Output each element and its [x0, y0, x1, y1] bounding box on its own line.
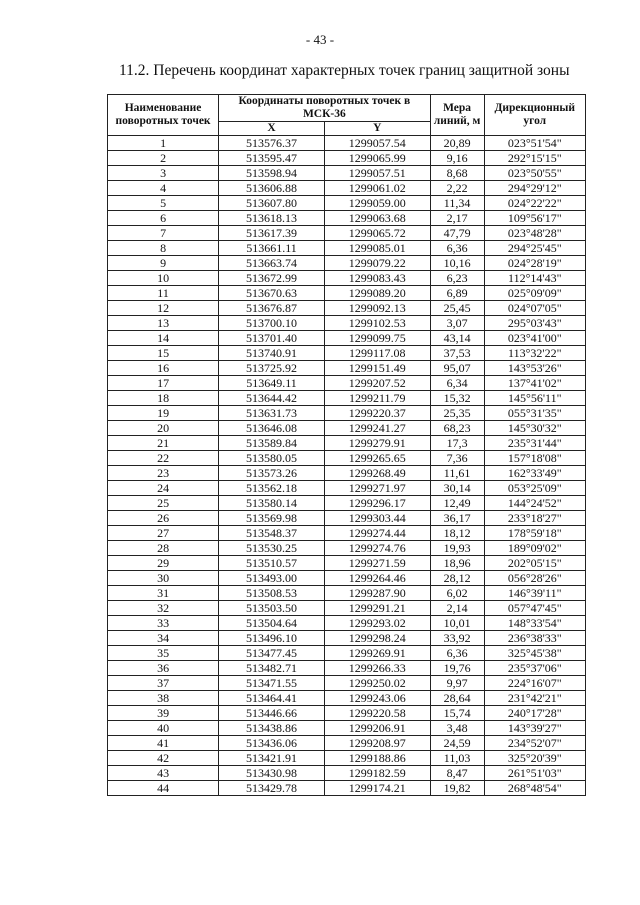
cell-y: 1299265.65	[324, 451, 430, 466]
cell-y: 1299220.37	[324, 406, 430, 421]
cell-y: 1299092.13	[324, 301, 430, 316]
cell-point-number: 41	[108, 736, 219, 751]
cell-x: 513598.94	[219, 166, 325, 181]
cell-direction-angle: 112°14'43"	[484, 271, 585, 286]
cell-direction-angle: 294°25'45"	[484, 241, 585, 256]
table-row	[108, 301, 586, 316]
cell-x: 513562.18	[219, 481, 325, 496]
table-row	[108, 676, 586, 691]
cell-point-number: 18	[108, 391, 219, 406]
cell-x: 513663.74	[219, 256, 325, 271]
cell-point-number: 23	[108, 466, 219, 481]
cell-point-number: 27	[108, 526, 219, 541]
cell-line-length: 28,12	[430, 571, 484, 586]
cell-direction-angle: 236°38'33"	[484, 631, 585, 646]
cell-point-number: 43	[108, 766, 219, 781]
table-row	[108, 646, 586, 661]
cell-line-length: 19,76	[430, 661, 484, 676]
cell-point-number: 20	[108, 421, 219, 436]
cell-point-number: 17	[108, 376, 219, 391]
cell-y: 1299182.59	[324, 766, 430, 781]
table-row	[108, 331, 586, 346]
cell-x: 513477.45	[219, 646, 325, 661]
cell-point-number: 35	[108, 646, 219, 661]
cell-x: 513700.10	[219, 316, 325, 331]
cell-point-number: 34	[108, 631, 219, 646]
cell-point-number: 6	[108, 211, 219, 226]
cell-direction-angle: 057°47'45"	[484, 601, 585, 616]
cell-direction-angle: 292°15'15"	[484, 151, 585, 166]
cell-direction-angle: 162°33'49"	[484, 466, 585, 481]
cell-line-length: 15,32	[430, 391, 484, 406]
cell-point-number: 39	[108, 706, 219, 721]
cell-line-length: 6,34	[430, 376, 484, 391]
cell-line-length: 6,02	[430, 586, 484, 601]
cell-x: 513617.39	[219, 226, 325, 241]
cell-x: 513580.14	[219, 496, 325, 511]
cell-direction-angle: 055°31'35"	[484, 406, 585, 421]
cell-y: 1299059.00	[324, 196, 430, 211]
table-row	[108, 736, 586, 751]
cell-direction-angle: 234°52'07"	[484, 736, 585, 751]
cell-direction-angle: 137°41'02"	[484, 376, 585, 391]
table-row	[108, 571, 586, 586]
cell-direction-angle: 146°39'11"	[484, 586, 585, 601]
cell-point-number: 10	[108, 271, 219, 286]
cell-y: 1299174.21	[324, 781, 430, 796]
cell-y: 1299243.06	[324, 691, 430, 706]
cell-direction-angle: 224°16'07"	[484, 676, 585, 691]
header-line-length: Мера линий, м	[430, 95, 484, 136]
cell-y: 1299266.33	[324, 661, 430, 676]
cell-y: 1299085.01	[324, 241, 430, 256]
cell-line-length: 9,16	[430, 151, 484, 166]
cell-line-length: 25,35	[430, 406, 484, 421]
cell-y: 1299298.24	[324, 631, 430, 646]
cell-y: 1299293.02	[324, 616, 430, 631]
cell-point-number: 37	[108, 676, 219, 691]
cell-line-length: 11,03	[430, 751, 484, 766]
table-row	[108, 616, 586, 631]
table-row	[108, 286, 586, 301]
cell-line-length: 24,59	[430, 736, 484, 751]
cell-x: 513606.88	[219, 181, 325, 196]
cell-direction-angle: 143°53'26"	[484, 361, 585, 376]
cell-line-length: 10,16	[430, 256, 484, 271]
cell-x: 513589.84	[219, 436, 325, 451]
cell-point-number: 12	[108, 301, 219, 316]
cell-point-number: 44	[108, 781, 219, 796]
cell-line-length: 7,36	[430, 451, 484, 466]
cell-x: 513631.73	[219, 406, 325, 421]
table-row	[108, 466, 586, 481]
cell-point-number: 40	[108, 721, 219, 736]
cell-direction-angle: 189°09'02"	[484, 541, 585, 556]
table-row	[108, 721, 586, 736]
table-row	[108, 346, 586, 361]
cell-point-number: 7	[108, 226, 219, 241]
table-row	[108, 556, 586, 571]
cell-y: 1299117.08	[324, 346, 430, 361]
cell-direction-angle: 268°48'54"	[484, 781, 585, 796]
cell-line-length: 19,93	[430, 541, 484, 556]
cell-direction-angle: 024°22'22"	[484, 196, 585, 211]
cell-point-number: 5	[108, 196, 219, 211]
cell-x: 513496.10	[219, 631, 325, 646]
cell-direction-angle: 056°28'26"	[484, 571, 585, 586]
cell-x: 513482.71	[219, 661, 325, 676]
cell-point-number: 9	[108, 256, 219, 271]
cell-direction-angle: 295°03'43"	[484, 316, 585, 331]
cell-direction-angle: 231°42'21"	[484, 691, 585, 706]
cell-point-number: 31	[108, 586, 219, 601]
cell-x: 513646.08	[219, 421, 325, 436]
cell-y: 1299061.02	[324, 181, 430, 196]
cell-direction-angle: 024°28'19"	[484, 256, 585, 271]
table-row	[108, 361, 586, 376]
cell-x: 513569.98	[219, 511, 325, 526]
cell-line-length: 95,07	[430, 361, 484, 376]
cell-y: 1299279.91	[324, 436, 430, 451]
cell-y: 1299274.76	[324, 541, 430, 556]
table-row	[108, 631, 586, 646]
cell-line-length: 11,34	[430, 196, 484, 211]
cell-line-length: 20,89	[430, 136, 484, 151]
table-row	[108, 196, 586, 211]
cell-y: 1299099.75	[324, 331, 430, 346]
cell-direction-angle: 261°51'03"	[484, 766, 585, 781]
table-body	[108, 136, 586, 796]
cell-line-length: 11,61	[430, 466, 484, 481]
cell-line-length: 2,17	[430, 211, 484, 226]
cell-line-length: 17,3	[430, 436, 484, 451]
cell-line-length: 15,74	[430, 706, 484, 721]
cell-point-number: 38	[108, 691, 219, 706]
cell-x: 513421.91	[219, 751, 325, 766]
cell-y: 1299079.22	[324, 256, 430, 271]
table-row	[108, 226, 586, 241]
cell-point-number: 36	[108, 661, 219, 676]
cell-line-length: 33,92	[430, 631, 484, 646]
cell-direction-angle: 023°48'28"	[484, 226, 585, 241]
cell-point-number: 2	[108, 151, 219, 166]
table-row	[108, 166, 586, 181]
cell-x: 513530.25	[219, 541, 325, 556]
cell-direction-angle: 025°09'09"	[484, 286, 585, 301]
cell-direction-angle: 178°59'18"	[484, 526, 585, 541]
cell-line-length: 9,97	[430, 676, 484, 691]
cell-direction-angle: 145°56'11"	[484, 391, 585, 406]
cell-line-length: 8,47	[430, 766, 484, 781]
cell-y: 1299269.91	[324, 646, 430, 661]
cell-y: 1299264.46	[324, 571, 430, 586]
cell-point-number: 28	[108, 541, 219, 556]
table-row	[108, 481, 586, 496]
cell-line-length: 43,14	[430, 331, 484, 346]
cell-y: 1299274.44	[324, 526, 430, 541]
cell-x: 513701.40	[219, 331, 325, 346]
table-row	[108, 271, 586, 286]
cell-x: 513661.11	[219, 241, 325, 256]
table-row	[108, 136, 586, 151]
cell-x: 513576.37	[219, 136, 325, 151]
cell-x: 513508.53	[219, 586, 325, 601]
cell-direction-angle: 325°20'39"	[484, 751, 585, 766]
table-row	[108, 586, 586, 601]
cell-line-length: 68,23	[430, 421, 484, 436]
cell-x: 513471.55	[219, 676, 325, 691]
cell-line-length: 30,14	[430, 481, 484, 496]
cell-point-number: 29	[108, 556, 219, 571]
cell-direction-angle: 143°39'27"	[484, 721, 585, 736]
table-row	[108, 421, 586, 436]
cell-x: 513676.87	[219, 301, 325, 316]
cell-line-length: 2,14	[430, 601, 484, 616]
cell-direction-angle: 240°17'28"	[484, 706, 585, 721]
cell-x: 513429.78	[219, 781, 325, 796]
cell-direction-angle: 053°25'09"	[484, 481, 585, 496]
cell-direction-angle: 157°18'08"	[484, 451, 585, 466]
cell-y: 1299291.21	[324, 601, 430, 616]
cell-point-number: 22	[108, 451, 219, 466]
cell-line-length: 3,48	[430, 721, 484, 736]
cell-direction-angle: 235°31'44"	[484, 436, 585, 451]
cell-x: 513438.86	[219, 721, 325, 736]
cell-line-length: 8,68	[430, 166, 484, 181]
cell-x: 513548.37	[219, 526, 325, 541]
table-row	[108, 766, 586, 781]
cell-y: 1299208.97	[324, 736, 430, 751]
cell-x: 513618.13	[219, 211, 325, 226]
table-row	[108, 601, 586, 616]
table-row	[108, 661, 586, 676]
header-point-name: Наименование поворотных точек	[108, 95, 219, 136]
cell-point-number: 21	[108, 436, 219, 451]
table-row	[108, 541, 586, 556]
table-row	[108, 451, 586, 466]
table-row	[108, 256, 586, 271]
cell-point-number: 13	[108, 316, 219, 331]
cell-x: 513573.26	[219, 466, 325, 481]
cell-point-number: 14	[108, 331, 219, 346]
cell-y: 1299057.54	[324, 136, 430, 151]
cell-line-length: 36,17	[430, 511, 484, 526]
header-x: X	[219, 122, 325, 136]
cell-line-length: 6,36	[430, 241, 484, 256]
cell-point-number: 26	[108, 511, 219, 526]
cell-point-number: 1	[108, 136, 219, 151]
cell-x: 513670.63	[219, 286, 325, 301]
cell-direction-angle: 235°37'06"	[484, 661, 585, 676]
cell-y: 1299271.97	[324, 481, 430, 496]
cell-line-length: 6,36	[430, 646, 484, 661]
coordinates-table	[107, 94, 586, 796]
cell-y: 1299065.99	[324, 151, 430, 166]
cell-direction-angle: 023°50'55"	[484, 166, 585, 181]
table-row	[108, 391, 586, 406]
cell-line-length: 18,96	[430, 556, 484, 571]
cell-x: 513649.11	[219, 376, 325, 391]
cell-line-length: 2,22	[430, 181, 484, 196]
cell-point-number: 19	[108, 406, 219, 421]
table-row	[108, 751, 586, 766]
cell-point-number: 11	[108, 286, 219, 301]
cell-direction-angle: 144°24'52"	[484, 496, 585, 511]
table-row	[108, 526, 586, 541]
cell-direction-angle: 145°30'32"	[484, 421, 585, 436]
cell-x: 513430.98	[219, 766, 325, 781]
cell-x: 513740.91	[219, 346, 325, 361]
cell-direction-angle: 294°29'12"	[484, 181, 585, 196]
cell-point-number: 32	[108, 601, 219, 616]
cell-point-number: 33	[108, 616, 219, 631]
cell-direction-angle: 113°32'22"	[484, 346, 585, 361]
cell-line-length: 3,07	[430, 316, 484, 331]
cell-line-length: 6,23	[430, 271, 484, 286]
cell-y: 1299211.79	[324, 391, 430, 406]
cell-direction-angle: 233°18'27"	[484, 511, 585, 526]
cell-point-number: 24	[108, 481, 219, 496]
cell-point-number: 3	[108, 166, 219, 181]
cell-line-length: 18,12	[430, 526, 484, 541]
cell-y: 1299207.52	[324, 376, 430, 391]
cell-y: 1299287.90	[324, 586, 430, 601]
table-row	[108, 376, 586, 391]
cell-line-length: 10,01	[430, 616, 484, 631]
cell-line-length: 12,49	[430, 496, 484, 511]
cell-x: 513436.06	[219, 736, 325, 751]
cell-point-number: 4	[108, 181, 219, 196]
cell-x: 513446.66	[219, 706, 325, 721]
cell-point-number: 30	[108, 571, 219, 586]
header-direction-angle: Дирекционный угол	[484, 95, 585, 136]
cell-direction-angle: 023°51'54"	[484, 136, 585, 151]
cell-y: 1299206.91	[324, 721, 430, 736]
table-row	[108, 241, 586, 256]
cell-point-number: 8	[108, 241, 219, 256]
cell-y: 1299065.72	[324, 226, 430, 241]
cell-y: 1299063.68	[324, 211, 430, 226]
cell-line-length: 28,64	[430, 691, 484, 706]
table-row	[108, 151, 586, 166]
cell-direction-angle: 109°56'17"	[484, 211, 585, 226]
cell-line-length: 6,89	[430, 286, 484, 301]
cell-y: 1299271.59	[324, 556, 430, 571]
cell-y: 1299268.49	[324, 466, 430, 481]
cell-x: 513493.00	[219, 571, 325, 586]
table-row	[108, 181, 586, 196]
header-y: Y	[324, 122, 430, 136]
cell-y: 1299089.20	[324, 286, 430, 301]
cell-x: 513510.57	[219, 556, 325, 571]
table-row	[108, 496, 586, 511]
cell-x: 513580.05	[219, 451, 325, 466]
cell-point-number: 42	[108, 751, 219, 766]
cell-y: 1299188.86	[324, 751, 430, 766]
table-row	[108, 511, 586, 526]
table-header	[108, 95, 586, 136]
cell-y: 1299220.58	[324, 706, 430, 721]
cell-point-number: 25	[108, 496, 219, 511]
cell-y: 1299296.17	[324, 496, 430, 511]
cell-line-length: 37,53	[430, 346, 484, 361]
cell-x: 513672.99	[219, 271, 325, 286]
cell-y: 1299241.27	[324, 421, 430, 436]
cell-direction-angle: 325°45'38"	[484, 646, 585, 661]
cell-x: 513607.80	[219, 196, 325, 211]
table-row	[108, 316, 586, 331]
header-coordinates: Координаты поворотных точек в МСК-36	[219, 95, 430, 122]
cell-direction-angle: 148°33'54"	[484, 616, 585, 631]
cell-line-length: 25,45	[430, 301, 484, 316]
table-row	[108, 436, 586, 451]
cell-x: 513504.64	[219, 616, 325, 631]
cell-direction-angle: 024°07'05"	[484, 301, 585, 316]
cell-x: 513644.42	[219, 391, 325, 406]
cell-point-number: 16	[108, 361, 219, 376]
table-row	[108, 706, 586, 721]
cell-direction-angle: 023°41'00"	[484, 331, 585, 346]
cell-y: 1299057.51	[324, 166, 430, 181]
cell-x: 513464.41	[219, 691, 325, 706]
cell-x: 513503.50	[219, 601, 325, 616]
cell-line-length: 47,79	[430, 226, 484, 241]
cell-y: 1299151.49	[324, 361, 430, 376]
cell-x: 513595.47	[219, 151, 325, 166]
cell-y: 1299102.53	[324, 316, 430, 331]
table-row	[108, 406, 586, 421]
table-row	[108, 211, 586, 226]
cell-line-length: 19,82	[430, 781, 484, 796]
page-number: - 43 -	[305, 32, 335, 47]
cell-point-number: 15	[108, 346, 219, 361]
cell-y: 1299250.02	[324, 676, 430, 691]
cell-y: 1299303.44	[324, 511, 430, 526]
cell-direction-angle: 202°05'15"	[484, 556, 585, 571]
section-title: 11.2. Перечень координат характерных точек границ защитной зоны	[119, 62, 570, 79]
table-row	[108, 691, 586, 706]
table-row	[108, 781, 586, 796]
cell-y: 1299083.43	[324, 271, 430, 286]
cell-x: 513725.92	[219, 361, 325, 376]
